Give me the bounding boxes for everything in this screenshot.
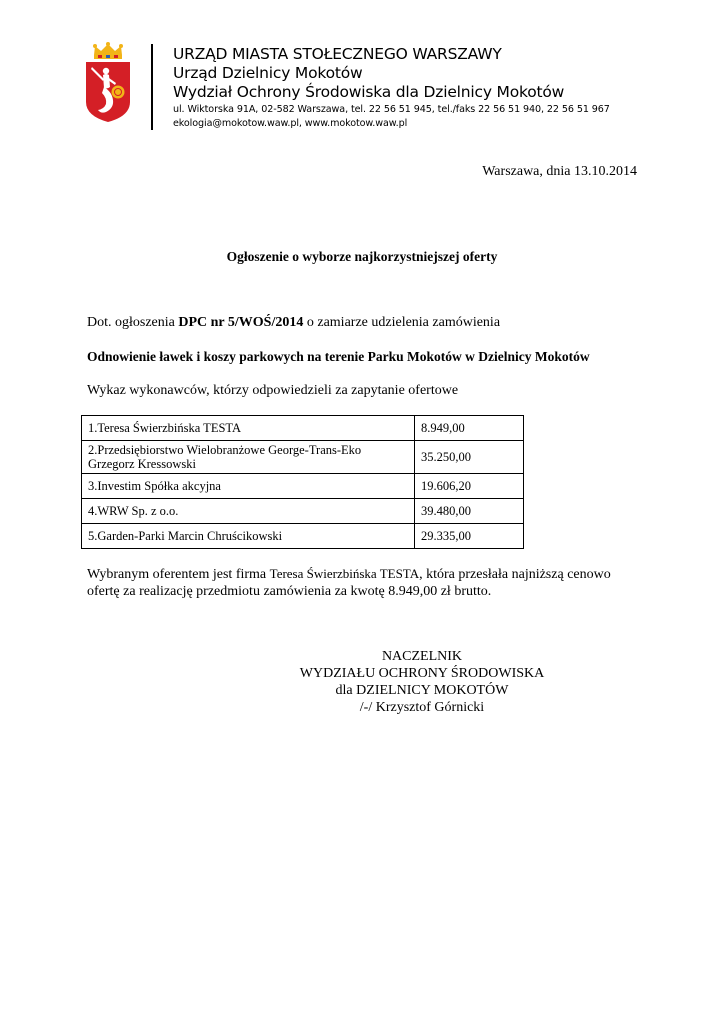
table-row (82, 441, 524, 474)
table-row (82, 524, 524, 549)
signature-title: NACZELNIK (381, 649, 463, 664)
letterhead-district: Urząd Dzielnicy Mokotów (173, 64, 363, 82)
document-title: Ogłoszenie o wyborze najkorzystniejszej oferty (226, 249, 498, 264)
bidder-name: 4.WRW Sp. z o.o. (82, 499, 415, 524)
table-row (82, 416, 524, 441)
summary-part1: Wybranym oferentem jest firma (87, 567, 270, 582)
table-row (82, 474, 524, 499)
bids-table (81, 415, 524, 549)
bidder-name: 5.Garden-Parki Marcin Chruścikowski (82, 524, 415, 549)
letterhead-address: ul. Wiktorska 91A, 02-582 Warszawa, tel. 22 56 51 945, tel./faks 22 56 51 940, 22 56 51 967 (173, 104, 610, 115)
crown-icon (93, 42, 123, 59)
signature-department: WYDZIAŁU OCHRONY ŚRODOWISKA (299, 666, 545, 681)
letterhead-divider (151, 44, 153, 130)
bid-price: 29.335,00 (415, 524, 524, 549)
bid-price: 39.480,00 (415, 499, 524, 524)
bidder-name-line2: Grzegorz Kressowski (88, 457, 196, 471)
bid-price: 19.606,20 (415, 474, 524, 499)
reference-suffix: o zamiarze udzielenia zamówienia (303, 315, 501, 330)
reference-number: DPC nr 5/WOŚ/2014 (178, 315, 304, 330)
summary-line-1 (87, 566, 611, 583)
order-subject: Odnowienie ławek i koszy parkowych na terenie Parku Mokotów w Dzielnicy Mokotów (87, 349, 590, 364)
summary-line-2: ofertę za realizację przedmiotu zamówienia za kwotę 8.949,00 zł brutto. (87, 584, 492, 599)
letterhead-department: Wydział Ochrony Środowiska dla Dzielnicy Mokotów (173, 83, 565, 101)
bidders-list-heading: Wykaz wykonawców, którzy odpowiedzieli za zapytanie ofertowe (87, 383, 459, 398)
signature-district: dla DZIELNICY MOKOTÓW (335, 683, 509, 698)
bidder-name: 1.Teresa Świerzbińska TESTA (82, 416, 415, 441)
document-date: Warszawa, dnia 13.10.2014 (482, 164, 637, 179)
bidder-name-line1: 2.Przedsiębiorstwo Wielobranżowe George-Trans-Eko (88, 443, 362, 457)
bidder-name (82, 441, 415, 474)
winner-name: Teresa Świerzbińska TESTA (269, 566, 420, 581)
bid-price: 35.250,00 (415, 441, 524, 474)
reference-prefix: Dot. ogłoszenia (87, 315, 179, 330)
bidder-name: 3.Investim Spółka akcyjna (82, 474, 415, 499)
warsaw-coat-of-arms-icon (82, 42, 134, 124)
bid-price: 8.949,00 (415, 416, 524, 441)
signature-name: /-/ Krzysztof Górnicki (359, 700, 485, 715)
shield-round-icon (112, 86, 125, 99)
letterhead-contact: ekologia@mokotow.waw.pl, www.mokotow.waw.pl (173, 118, 408, 129)
reference-line (87, 315, 500, 331)
table-row (82, 499, 524, 524)
summary-part2: , która przesłała najniższą cenowo (419, 567, 611, 582)
letterhead-office: URZĄD MIASTA STOŁECZNEGO WARSZAWY (173, 45, 502, 63)
